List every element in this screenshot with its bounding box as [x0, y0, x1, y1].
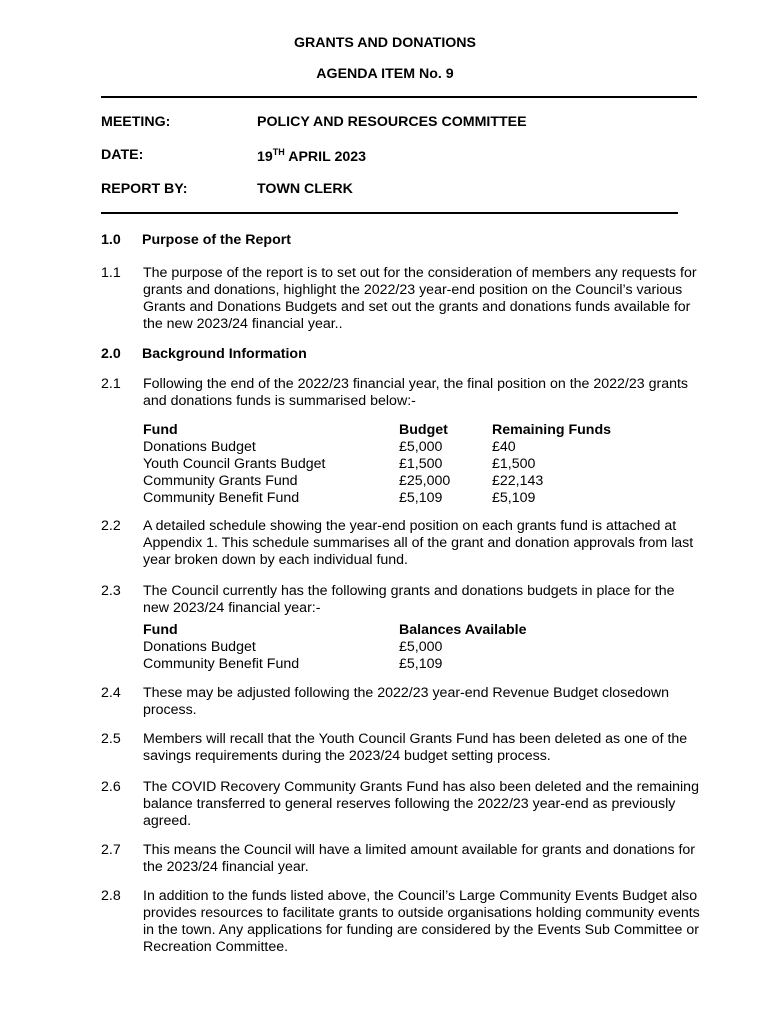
table-cell: £40	[492, 439, 516, 455]
table-cell: £5,000	[399, 439, 443, 455]
table-cell: Youth Council Grants Budget	[143, 456, 326, 472]
date-rest: APRIL 2023	[284, 149, 367, 165]
table-cell: Community Benefit Fund	[143, 656, 300, 672]
table-cell: £25,000	[399, 473, 451, 489]
paragraph-number: 2.5	[101, 731, 121, 747]
paragraph-number: 2.7	[101, 842, 121, 858]
table-cell: Donations Budget	[143, 639, 256, 655]
paragraph-1-1: The purpose of the report is to set out for the consideration of members any requests for grants and donations, highlight the 2022/23 year-end position on the Council’s various Grants and Donations Budgets and set out the grants and donations funds available for the new 2023/24 financial year..	[143, 265, 697, 332]
paragraph-number: 2.6	[101, 779, 121, 795]
header-rule-top	[101, 96, 697, 98]
column-header: Fund	[143, 622, 178, 638]
paragraph-2-6: The COVID Recovery Community Grants Fund has also been deleted and the remaining balance transferred to general reserves following the 2022/23 year-end as previously agreed.	[143, 779, 699, 829]
paragraph-2-1: Following the end of the 2022/23 financial year, the final position on the 2022/23 grants and donations funds is summarised below:-	[143, 376, 689, 409]
column-header: Fund	[143, 422, 178, 438]
section-1-heading	[101, 232, 291, 248]
paragraph-2-7: This means the Council will have a limited amount available for grants and donations for the 2023/24 financial year.	[143, 842, 696, 875]
paragraph-number: 2.2	[101, 518, 121, 534]
paragraph-number: 2.1	[101, 376, 121, 392]
section-number: 2.0	[101, 346, 121, 362]
section-title: Purpose of the Report	[142, 232, 291, 248]
table-cell: £5,109	[399, 490, 443, 506]
date-label: DATE:	[101, 147, 144, 163]
table-cell: £5,109	[399, 656, 443, 672]
column-header: Budget	[399, 422, 448, 438]
table-cell: Community Benefit Fund	[143, 490, 300, 506]
paragraph-number: 2.8	[101, 888, 121, 904]
section-2-heading	[101, 346, 307, 362]
table-cell: £22,143	[492, 473, 544, 489]
table-cell: Community Grants Fund	[143, 473, 298, 489]
report-by-label: REPORT BY:	[101, 181, 188, 197]
section-number: 1.0	[101, 232, 121, 248]
paragraph-number: 2.4	[101, 685, 121, 701]
paragraph-2-2: A detailed schedule showing the year-end position on each grants fund is attached at Appendix 1. This schedule summarises all of the grant and donation approvals from last year broken down by each individual fund.	[143, 518, 694, 568]
report-by-value: TOWN CLERK	[257, 181, 353, 197]
date-value	[257, 147, 366, 165]
table-cell: Donations Budget	[143, 439, 256, 455]
table-cell: £5,000	[399, 639, 443, 655]
paragraph-2-4: These may be adjusted following the 2022/23 year-end Revenue Budget closedown process.	[143, 685, 670, 718]
paragraph-2-5: Members will recall that the Youth Council Grants Fund has been deleted as one of the savings requirements during the 2023/24 budget setting process.	[143, 731, 688, 764]
paragraph-2-3: The Council currently has the following grants and donations budgets in place for the new 2023/24 financial year:-	[143, 583, 675, 616]
document-title: GRANTS AND DONATIONS	[293, 35, 477, 51]
date-ordinal: TH	[272, 147, 285, 157]
column-header: Balances Available	[399, 622, 527, 638]
header-rule-bottom	[101, 212, 678, 214]
date-day: 19	[257, 149, 273, 165]
agenda-item: AGENDA ITEM No. 9	[316, 66, 454, 82]
column-header: Remaining Funds	[492, 422, 612, 438]
paragraph-2-8: In addition to the funds listed above, the Council’s Large Community Events Budget also provides resources to facilitate grants to outside organisations holding community events in the town. Any applications for funding are considered by the Events Sub Committee or Recreation Committee.	[143, 888, 700, 955]
table-cell: £5,109	[492, 490, 536, 506]
table-cell: £1,500	[399, 456, 443, 472]
section-title: Background Information	[142, 346, 307, 362]
meeting-value: POLICY AND RESOURCES COMMITTEE	[257, 114, 527, 130]
paragraph-number: 2.3	[101, 583, 121, 599]
table-cell: £1,500	[492, 456, 536, 472]
meeting-label: MEETING:	[101, 114, 171, 130]
paragraph-number: 1.1	[101, 265, 121, 281]
